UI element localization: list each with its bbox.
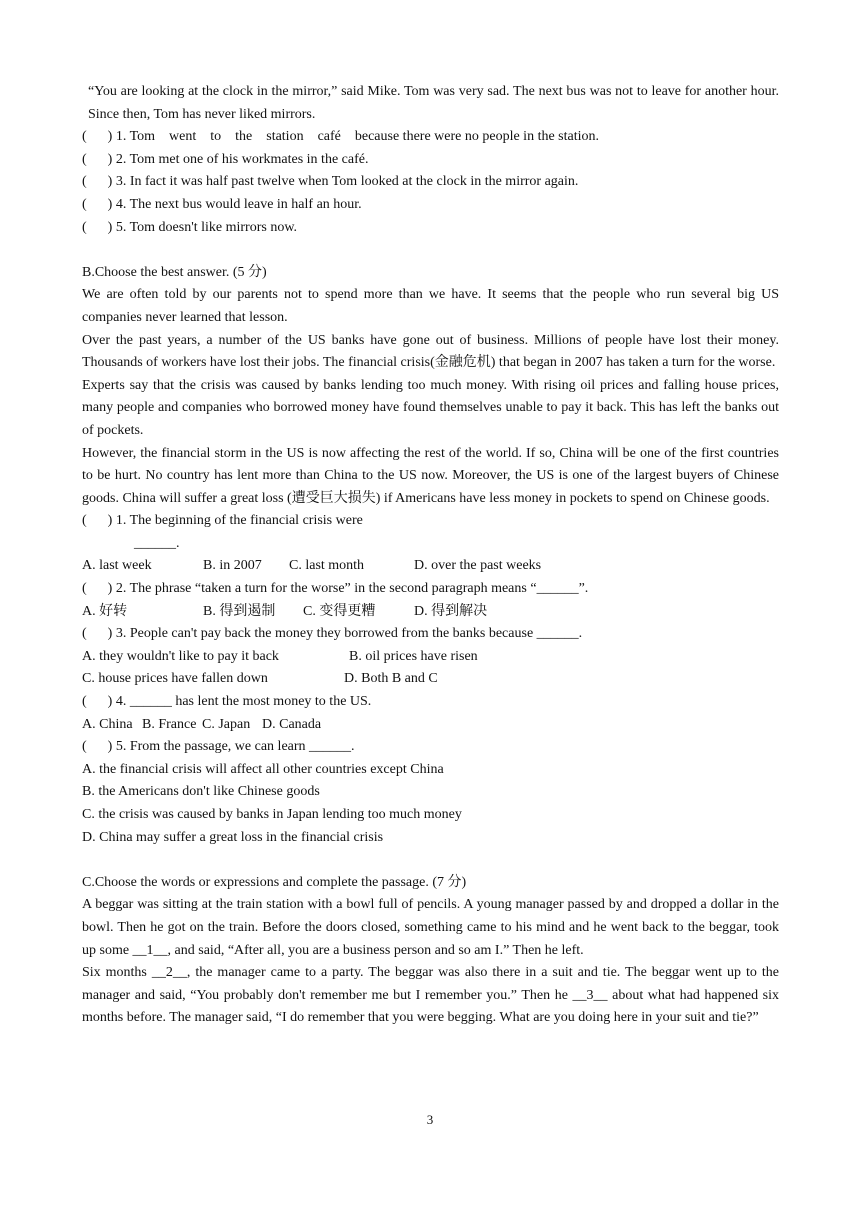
option-c: C. house prices have fallen down	[82, 671, 268, 687]
section-b-heading: B.Choose the best answer. (5 分)	[82, 264, 267, 280]
passage-c-paragraph-1: A beggar was sitting at the train station with a bowl full of pencils. A young manager passed by and dropped a dollar in the bowl. Then he got on the train. Before the doors closed, something came to his mind and he went back to the beggar, took up some __1__, and said, “After all, you are a business person and so am I.” Then he left.	[82, 897, 779, 958]
tf-question-1: ( ) 1. Tom went to the station café because there were no people in the station.	[82, 129, 600, 145]
page-number: 3	[426, 1112, 434, 1127]
option-c: C. the crisis was caused by banks in Japan lending too much money	[82, 807, 462, 822]
tf-question-4: ( ) 4. The next bus would leave in half an hour.	[82, 196, 362, 212]
mc-question-1-stem: ( ) 1. The beginning of the financial crisis were	[82, 513, 363, 529]
section-c-heading: C.Choose the words or expressions and complete the passage. (7 分)	[82, 874, 467, 890]
mc-question-3-options-cd	[82, 668, 779, 691]
option-d: D. over the past weeks	[414, 558, 542, 574]
option-b: B. the Americans don't like Chinese goods	[82, 784, 320, 800]
option-b: B. in 2007	[203, 558, 262, 574]
passage-b-paragraph-3: Experts say that the crisis was caused by banks lending too much money. With rising oil prices and falling house prices, many people and companies who borrowed money have found themselves unable to pay it back. This has left the banks out of pockets.	[82, 377, 779, 438]
option-b: B. oil prices have risen	[349, 648, 478, 664]
mc-question-5-stem: ( ) 5. From the passage, we can learn ______.	[82, 739, 355, 755]
mc-question-4-options	[82, 714, 779, 737]
spacer	[82, 849, 779, 872]
option-a: A. the financial crisis will affect all other countries except China	[82, 761, 444, 777]
mc-question-3-stem: ( ) 3. People can't pay back the money they borrowed from the banks because ______.	[82, 626, 583, 642]
passage-b-paragraph-2: Over the past years, a number of the US banks have gone out of business. Millions of people have lost their money. Thousands of workers have lost their jobs. The financial crisis(金融危机) that began in 2007 has taken a turn for the worse.	[82, 332, 779, 371]
option-c: C. last month	[289, 558, 365, 574]
option-d: D. 得到解决	[414, 603, 488, 619]
spacer	[82, 239, 779, 262]
option-c: C. Japan	[202, 716, 251, 732]
option-d: D. Canada	[262, 716, 322, 732]
option-b: B. France	[142, 716, 197, 732]
mc-question-4-stem: ( ) 4. ______ has lent the most money to the US.	[82, 694, 372, 710]
mc-question-2-options	[82, 601, 779, 624]
mc-question-3-options-ab	[82, 646, 779, 669]
option-a: A. 好转	[82, 603, 128, 619]
mc-question-2-stem: ( ) 2. The phrase “taken a turn for the worse” in the second paragraph means “______”.	[82, 581, 589, 597]
option-a: A. they wouldn't like to pay it back	[82, 648, 279, 664]
document-page	[82, 81, 779, 1030]
passage-b-paragraph-4: However, the financial storm in the US is now affecting the rest of the world. If so, China will be one of the first countries to be hurt. No country has lent more than China to the US now. Moreover, the US is one of the largest buyers of Chinese goods. China will suffer a great loss (遭受巨大损失) if Americans have less money in pockets to spend on Chinese goods.	[82, 445, 779, 506]
option-a: A. China	[82, 716, 133, 732]
tf-question-3: ( ) 3. In fact it was half past twelve when Tom looked at the clock in the mirror again.	[82, 174, 579, 190]
option-c: C. 变得更糟	[303, 603, 376, 619]
true-false-questions	[82, 126, 779, 239]
mc-question-1-options	[82, 555, 779, 578]
passage-c-paragraph-2: Six months __2__, the manager came to a party. The beggar was also there in a suit and tie. The beggar went up to the manager and said, “You probably don't remember me but I remember you.” Then he __3__ about what had happened six months before. The manager said, “I do remember that you were begging. What are you doing here in your suit and tie?”	[82, 965, 779, 1026]
story-ending-paragraph: “You are looking at the clock in the mirror,” said Mike. Tom was very sad. The next bus was not to leave for another hour. Since then, Tom has never liked mirrors.	[88, 84, 779, 122]
option-b: B. 得到遏制	[203, 603, 276, 619]
passage-b-paragraph-1: We are often told by our parents not to spend more than we have. It seems that the people who run several big US companies never learned that lesson.	[82, 287, 779, 325]
tf-question-5: ( ) 5. Tom doesn't like mirrors now.	[82, 219, 298, 235]
option-a: A. last week	[82, 558, 152, 574]
mc-question-1-blank: ______.	[134, 535, 180, 551]
tf-question-2: ( ) 2. Tom met one of his workmates in the café.	[82, 151, 369, 167]
option-d: D. China may suffer a great loss in the financial crisis	[82, 829, 384, 845]
option-d: D. Both B and C	[344, 671, 438, 687]
